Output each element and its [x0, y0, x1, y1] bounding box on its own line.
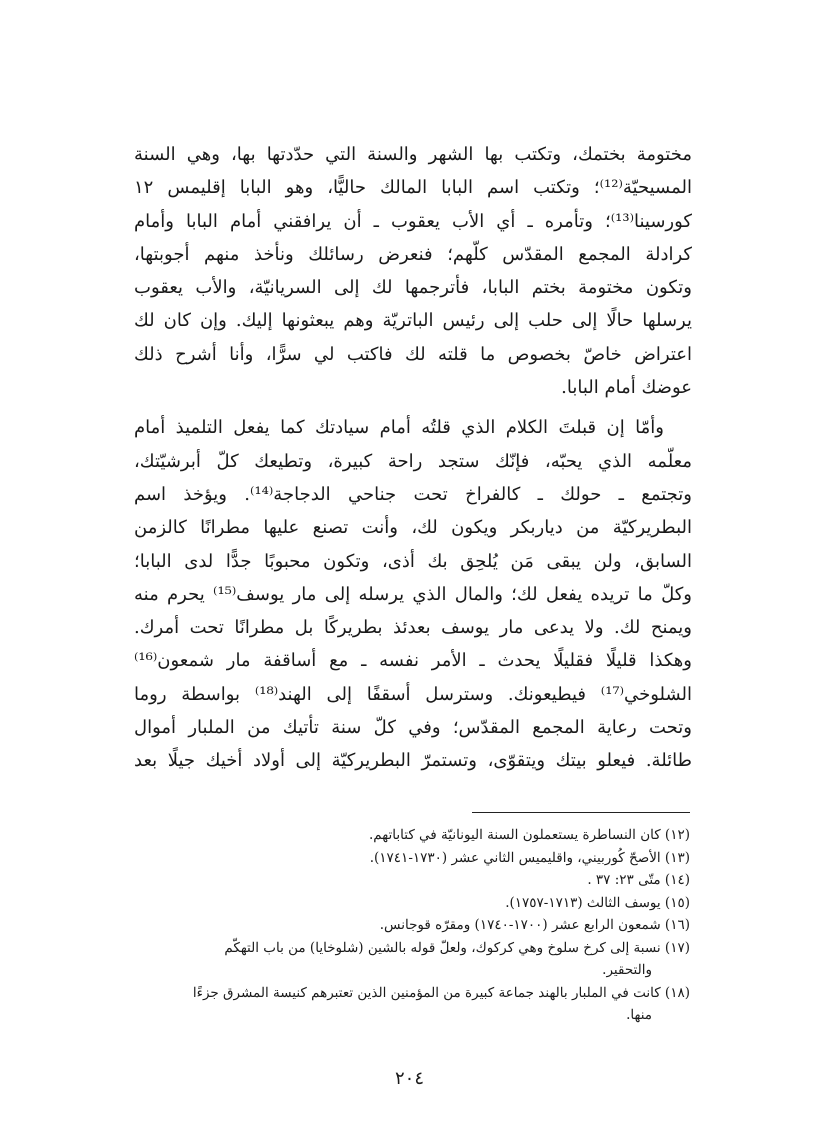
footnote: (١٧) نسبة إلى كرخ سلوخ وهي كركوك، ولعلّ قوله بالشين (شلوخايا) من باب التهكّم	[224, 939, 690, 956]
footnote: (١٣) الأصحّ كُوربيني، واقليميس الثاني عشر (١٧٣٠-١٧٤١).	[369, 849, 690, 866]
text-line: معلّمه الذي يحبّه، فإنّك ستجد راحة كبيرة، وتطيعك كلّ أبرشيّتك،	[134, 450, 692, 472]
text-line: طائلة. فيعلو بيتك ويتقوّى، وتستمرّ البطريركيّة إلى أولاد أخيك جيلًا بعد	[134, 750, 692, 772]
main-text	[134, 138, 692, 778]
footnotes	[150, 824, 690, 1027]
text-line: وتجتمع ـ حولك ـ كالفراخ تحت جناحي الدجاجة⁽¹⁴⁾. ويؤخذ اسم	[134, 483, 692, 505]
page-number: ٢٠٤	[394, 1068, 424, 1089]
footnote-divider	[472, 812, 690, 813]
text-line: يرسلها حالًا إلى حلب إلى رئيس الباتريّة وهم يبعثونها إليك. وإن كان لك	[134, 310, 692, 332]
footnote: (١٥) يوسف الثالث (١٧١٣-١٧٥٧).	[505, 894, 690, 911]
text-line: وأمّا إن قبلتَ الكلام الذي قلتُه أمام سيادتك كما يفعل التلميذ أمام	[134, 417, 664, 439]
text-line: المسيحيّة⁽¹²⁾؛ وتكتب اسم البابا المالك حاليًّا، وهو البابا إقليمس ١٢	[134, 177, 692, 199]
text-line: مختومة بختمك، وتكتب بها الشهر والسنة التي حدّدتها بها، وهي السنة	[134, 144, 692, 165]
text-line: البطريركيّة من دياربكر ويكون لك، وأنت تصنع عليها مطرانًا كالزمن	[134, 517, 692, 539]
footnote: (١٦) شمعون الرابع عشر (١٧٠٠-١٧٤٠) ومقرّه قوجانس.	[379, 917, 690, 933]
text-line: كورسينا⁽¹³⁾؛ وتأمره ـ أي الأب يعقوب ـ أن يرافقني أمام البابا وأمام	[134, 210, 692, 232]
footnote: (١٤) متّى ٢٣: ٣٧ .	[587, 872, 690, 888]
text-line: كرادلة المجمع المقدّس كلّهم؛ فنعرض رسائلك ونأخذ منهم أجوبتها،	[134, 243, 692, 265]
text-line: وكلّ ما تريده يفعل لك؛ والمال الذي يرسله إلى مار يوسف⁽¹⁵⁾ يحرم منه	[134, 583, 692, 605]
footnote: (١٨) كانت في الملبار بالهند جماعة كبيرة من المؤمنين الذين تعتبرهم كنيسة المشرق جزءًا	[192, 984, 690, 1001]
text-line: وتحت رعاية المجمع المقدّس؛ وفي كلّ سنة تأتيك من الملبار أموال	[134, 717, 692, 739]
text-line: وهكذا قليلًا فقليلًا يحدث ـ الأمر نفسه ـ مع أساقفة مار شمعون⁽¹⁶⁾	[134, 650, 692, 672]
text-line: الشلوخي⁽¹⁷⁾ فيطيعونك. وسترسل أسقفًا إلى الهند⁽¹⁸⁾ بواسطة روما	[134, 683, 692, 705]
text-line: السابق، ولن يبقى مَن يُلحِق بك أذى، وتكون محبوبًا جدًّا لدى البابا؛	[134, 550, 692, 572]
text-line: عوضك أمام البابا.	[561, 377, 692, 399]
footnote: (١٢) كان النساطرة يستعملون السنة اليونانيّة في كتاباتهم.	[369, 827, 690, 843]
footnote-continuation: والتحقير.	[602, 962, 652, 978]
footnote-continuation: منها.	[626, 1007, 652, 1023]
text-line: وتكون مختومة بختم البابا، فأترجمها لك إلى السريانيّة، والأب يعقوب	[134, 277, 692, 299]
text-line: ويمنح لك. ولا يدعى مار يوسف بعدئذ بطريركًا بل مطرانًا تحت أمرك.	[134, 617, 692, 639]
text-line: اعتراض خاصّ بخصوص ما قلته لك فاكتب لي سرًّا، وأنا أشرح ذلك	[134, 343, 692, 365]
